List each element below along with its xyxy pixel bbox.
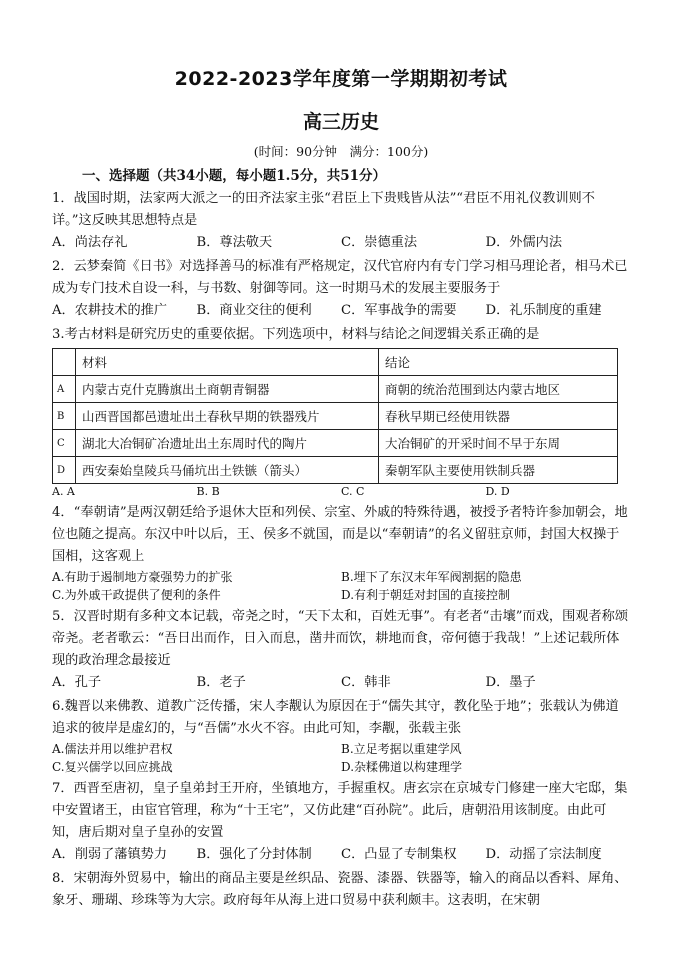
evidence-table [52,348,618,484]
option-a[interactable]: A．孔子 [52,675,102,690]
option-c[interactable]: C．韩非 [341,675,391,690]
table-cell [53,349,76,376]
question-options [52,484,630,500]
option-b[interactable]: B.埋下了东汉末年军阀割据的隐患 [341,570,522,584]
question-stem: 7．西晋至唐初，皇子皇弟封王开府，坐镇地方，手握重权。唐玄宗在京城专门修建一座大宅邸，集中安置诸王，由宦官管理，称为“十王宅”，又仿此建“百孙院”。此后，唐朝沿用该制度。由此可知，唐后期对皇子皇孙的安置 [52,781,628,840]
question-stem: 4．“奉朝请”是两汉朝廷给予退休大臣和列侯、宗室、外戚的特殊待遇，被授予者特许参加朝会，地位也随之提高。东汉中叶以后，王、侯多不就国，而是以“奉朝请”的名义留驻京师，封国大权操于国相，这客观上 [52,505,628,564]
option-d[interactable]: D．礼乐制度的重建 [485,303,602,318]
option-a[interactable]: A.有助于遏制地方豪强势力的扩张 [52,570,233,584]
row-conclusion: 春秋早期已经使用铁器 [379,403,618,430]
option-c[interactable]: C.为外戚干政提供了便利的条件 [52,588,221,602]
row-conclusion: 秦朝军队主要使用铁制兵器 [379,457,618,484]
table-row [53,403,618,430]
question-4 [52,502,630,604]
option-b[interactable]: B．尊法敬天 [196,235,273,250]
table-header-row [53,349,618,376]
question-stem: 3.考古材料是研究历史的重要依据。下列选项中，材料与结论之间逻辑关系正确的是 [52,327,540,342]
option-a[interactable]: A. A [52,485,75,498]
option-d[interactable]: D.有利于朝廷对封国的直接控制 [341,588,511,602]
option-a[interactable]: A．农耕技术的推广 [52,303,168,318]
option-c[interactable]: C.复兴儒学以回应挑战 [52,760,173,774]
section-heading: 一、选择题（共34小题，每小题1.5分，共51分） [82,168,387,184]
exam-meta: (时间：90分钟 满分：100分) [253,144,429,159]
row-key: C [53,430,76,457]
question-options [52,300,630,322]
option-d[interactable]: D．外儒内法 [485,235,563,250]
option-b[interactable]: B. B [196,485,220,498]
option-c[interactable]: C．凸显了专制集权 [341,847,457,862]
question-stem: 5．汉晋时期有多种文本记载，帝尧之时，“天下太和，百姓无事”。有老者“击壤”而戏，围观者称颂帝尧。老者歌云：“吾日出而作，日入而息，凿井而饮，耕地而食，帝何德于我哉！”上述记载所体现的政治理念最接近 [52,609,629,668]
option-a[interactable]: A.儒法并用以维护君权 [52,742,173,756]
question-6 [52,696,630,776]
table-row [53,376,618,403]
option-a[interactable]: A．尚法存礼 [52,235,128,250]
question-1 [52,188,630,254]
option-c[interactable]: C. C [341,485,365,498]
option-c[interactable]: C．军事战争的需要 [341,303,457,318]
option-d[interactable]: D．动摇了宗法制度 [485,847,602,862]
option-a[interactable]: A．削弱了藩镇势力 [52,847,168,862]
exam-subject: 高三历史 [302,111,379,133]
row-key: A [53,376,76,403]
option-d[interactable]: D. D [485,485,510,498]
row-material: 内蒙古克什克腾旗出土商朝青铜器 [76,376,379,403]
row-conclusion: 大冶铜矿的开采时间不早于东周 [379,430,618,457]
question-8 [52,868,630,912]
exam-title: 2022-2023学年度第一学期期初考试 [174,68,508,90]
row-material: 西安秦始皇陵兵马俑坑出土铁镞（箭头） [76,457,379,484]
option-b[interactable]: B．商业交往的便利 [196,303,312,318]
question-7 [52,778,630,866]
table-row [53,430,618,457]
row-key: D [53,457,76,484]
question-5 [52,606,630,694]
option-b[interactable]: B.立足考据以重建学风 [341,742,462,756]
option-b[interactable]: B．老子 [196,675,246,690]
option-c[interactable]: C．崇德重法 [341,235,418,250]
question-options [52,232,630,254]
row-material: 湖北大冶铜矿冶遗址出土东周时代的陶片 [76,430,379,457]
question-options [52,844,630,866]
question-options [52,568,630,604]
row-key: B [53,403,76,430]
row-material: 山西晋国都邑遗址出土春秋早期的铁器残片 [76,403,379,430]
table-header-material: 材料 [76,349,379,376]
table-header-conclusion: 结论 [379,349,618,376]
table-row [53,457,618,484]
question-options [52,740,630,776]
question-stem: 2．云梦秦简《日书》对选择善马的标准有严格规定，汉代官府内有专门学习相马理论者，相马术已成为专门技术自设一科，与书数、射御等同。这一时期马术的发展主要服务于 [52,259,628,296]
option-d[interactable]: D．墨子 [485,675,536,690]
question-2 [52,256,630,322]
option-b[interactable]: B．强化了分封体制 [196,847,312,862]
question-stem: 1．战国时期，法家两大派之一的田齐法家主张“君臣上下贵贱皆从法”“君臣不用礼仪教训则不详。”这反映其思想特点是 [52,191,595,228]
question-stem: 6.魏晋以来佛教、道教广泛传播，宋人李觏认为原因在于“儒失其守，教化坠于地”；张载认为佛道追求的彼岸是虚幻的，与“吾儒”水火不容。由此可知，李觏，张载主张 [52,699,619,736]
question-options [52,672,630,694]
row-conclusion: 商朝的统治范围到达内蒙古地区 [379,376,618,403]
question-3 [52,324,630,500]
option-d[interactable]: D.杂糅佛道以构建理学 [341,760,463,774]
question-stem: 8．宋朝海外贸易中，输出的商品主要是丝织品、瓷器、漆器、铁器等，输入的商品以香料、犀角、象牙、珊瑚、珍珠等为大宗。政府每年从海上进口贸易中获利颇丰。这表明，在宋朝 [52,871,628,908]
